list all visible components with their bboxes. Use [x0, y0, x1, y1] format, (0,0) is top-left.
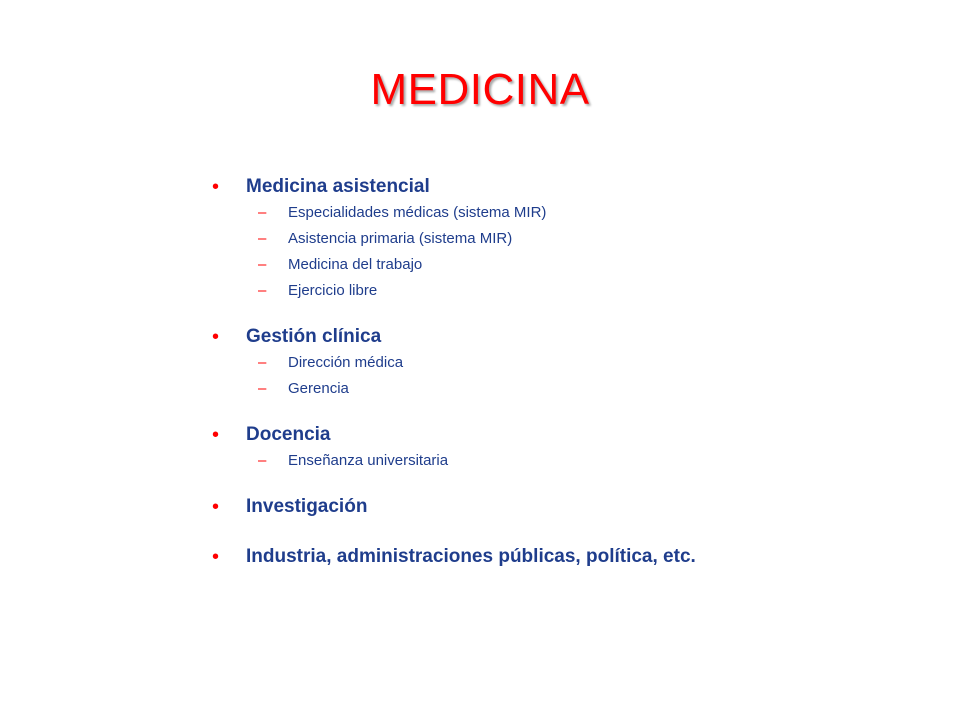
sub-list-item	[212, 200, 912, 226]
sub-list-item-label: Asistencia primaria (sistema MIR)	[288, 230, 513, 247]
sub-list-item	[212, 448, 912, 474]
bullet-icon: •	[212, 176, 220, 198]
bullet-icon: •	[212, 326, 220, 348]
sub-list-item	[212, 350, 912, 376]
bullet-icon: •	[212, 546, 220, 568]
sub-list	[212, 350, 912, 404]
list-item-label: Industria, administraciones públicas, política, etc.	[246, 546, 696, 567]
dash-icon: –	[258, 452, 267, 469]
dash-icon: –	[258, 204, 267, 221]
list-item-label: Gestión clínica	[246, 326, 382, 347]
list-item	[212, 490, 912, 524]
bullet-list	[212, 170, 912, 574]
list-item	[212, 170, 912, 306]
sub-list	[212, 200, 912, 306]
dash-icon: –	[258, 256, 267, 273]
list-item	[212, 320, 912, 404]
sub-list-item	[212, 376, 912, 402]
sub-list	[212, 448, 912, 476]
bullet-icon: •	[212, 424, 220, 446]
sub-list-item-label: Medicina del trabajo	[288, 256, 423, 273]
sub-list-item	[212, 278, 912, 304]
list-item-label: Investigación	[246, 496, 368, 517]
list-item-label: Medicina asistencial	[246, 176, 430, 197]
bullet-icon: •	[212, 496, 220, 518]
sub-list-item-label: Ejercicio libre	[288, 282, 378, 299]
sub-list-item	[212, 226, 912, 252]
sub-list-item-label: Especialidades médicas (sistema MIR)	[288, 204, 547, 221]
dash-icon: –	[258, 282, 267, 299]
list-item	[212, 418, 912, 476]
dash-icon: –	[258, 354, 267, 371]
list-item-label: Docencia	[246, 424, 331, 445]
list-item	[212, 540, 912, 574]
dash-icon: –	[258, 230, 267, 247]
sub-list-item-label: Enseñanza universitaria	[288, 452, 449, 469]
sub-list-item	[212, 252, 912, 278]
sub-list-item-label: Gerencia	[288, 380, 349, 397]
slide-title: MEDICINA	[370, 65, 590, 114]
dash-icon: –	[258, 380, 267, 397]
sub-list-item-label: Dirección médica	[288, 354, 404, 371]
